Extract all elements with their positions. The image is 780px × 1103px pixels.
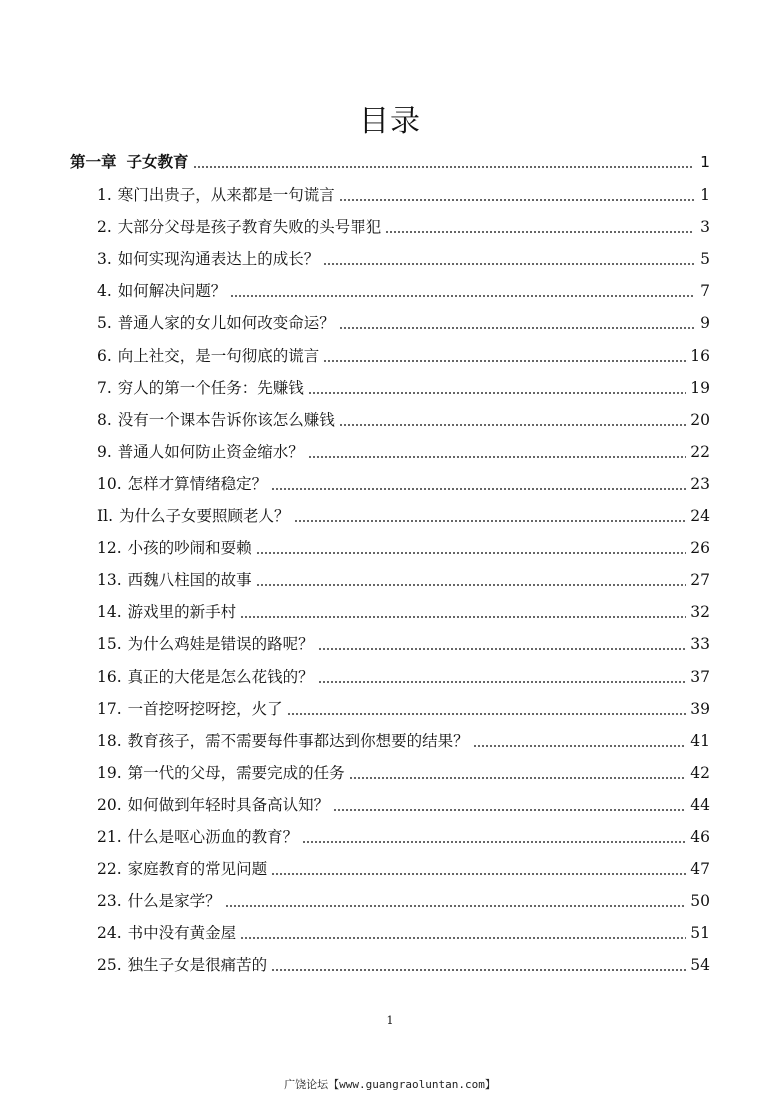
entry-page-number: 26 bbox=[690, 539, 710, 557]
entry-page-number: 41 bbox=[690, 732, 710, 750]
entry-number: 22. bbox=[97, 860, 122, 878]
entry-title: 游戏里的新手村 bbox=[127, 603, 237, 621]
page-number: 1 bbox=[386, 1014, 394, 1027]
entry-title: 没有一个课本告诉你该怎么赚钱 bbox=[117, 411, 335, 429]
entry-page-number: 46 bbox=[690, 828, 710, 846]
entry-number: 4. bbox=[97, 282, 112, 300]
dot-leader bbox=[230, 295, 694, 297]
toc-entry-row[interactable] bbox=[97, 945, 710, 975]
dot-leader bbox=[385, 231, 694, 233]
toc-title: 目录 bbox=[359, 104, 421, 139]
toc-chapter-row[interactable] bbox=[70, 142, 710, 172]
dot-leader bbox=[473, 745, 687, 747]
entry-page-number: 32 bbox=[690, 603, 710, 621]
dot-leader bbox=[193, 166, 694, 168]
toc-entry-row[interactable] bbox=[97, 207, 710, 237]
dot-leader bbox=[294, 520, 687, 522]
entry-title: 普通人如何防止资金缩水？ bbox=[117, 443, 304, 461]
entry-number: 7. bbox=[97, 379, 112, 397]
dot-leader bbox=[240, 616, 686, 618]
entry-page-number: 47 bbox=[690, 860, 710, 878]
entry-number: 24. bbox=[97, 924, 122, 942]
dot-leader bbox=[271, 488, 686, 490]
entry-number: 17. bbox=[97, 700, 122, 718]
entry-title: 第一代的父母，需要完成的任务 bbox=[127, 764, 345, 782]
toc-entry-row[interactable] bbox=[97, 464, 710, 494]
dot-leader bbox=[302, 841, 686, 843]
entry-title: 什么是家学？ bbox=[127, 892, 221, 910]
toc-entry-row[interactable] bbox=[97, 528, 710, 558]
entry-number: 8. bbox=[97, 411, 112, 429]
entry-number: 10. bbox=[97, 475, 122, 493]
dot-leader bbox=[349, 777, 687, 779]
entry-title: 书中没有黄金屋 bbox=[127, 924, 237, 942]
entry-number: 1. bbox=[97, 186, 112, 204]
dot-leader bbox=[333, 809, 686, 811]
dot-leader bbox=[256, 584, 687, 586]
dot-leader bbox=[308, 456, 686, 458]
entry-title: 为什么子女要照顾老人？ bbox=[119, 507, 290, 525]
entry-page-number: 5 bbox=[700, 250, 710, 268]
entry-number: 9. bbox=[97, 443, 112, 461]
entry-title: 独生子女是很痛苦的 bbox=[127, 956, 268, 974]
dot-leader bbox=[256, 552, 687, 554]
dot-leader bbox=[318, 648, 687, 650]
entry-number: 16. bbox=[97, 668, 122, 686]
dot-leader bbox=[323, 360, 686, 362]
entry-number: 19. bbox=[97, 764, 122, 782]
chapter-page-number: 1 bbox=[700, 153, 710, 171]
toc-entry-row[interactable] bbox=[97, 496, 710, 526]
entry-number: 20. bbox=[97, 796, 122, 814]
entry-number: 14. bbox=[97, 603, 122, 621]
entry-title: 一首挖呀挖呀挖，火了 bbox=[127, 700, 283, 718]
toc-entry-row[interactable] bbox=[97, 239, 710, 269]
dot-leader bbox=[225, 905, 687, 907]
toc-entry-row[interactable] bbox=[97, 913, 710, 943]
toc-entry-row[interactable] bbox=[97, 271, 710, 301]
entry-number: 25. bbox=[97, 956, 122, 974]
toc-entry-row[interactable] bbox=[97, 368, 710, 398]
entry-number: 5. bbox=[97, 314, 112, 332]
dot-leader bbox=[318, 681, 687, 683]
entry-number: 2. bbox=[97, 218, 112, 236]
entry-page-number: 1 bbox=[700, 186, 710, 204]
entry-number: 12. bbox=[97, 539, 122, 557]
toc-entry-row[interactable] bbox=[97, 753, 710, 783]
dot-leader bbox=[323, 263, 694, 265]
entry-page-number: 37 bbox=[690, 668, 710, 686]
entry-page-number: 16 bbox=[690, 347, 710, 365]
entry-number: Il. bbox=[97, 507, 114, 525]
dot-leader bbox=[271, 969, 686, 971]
entry-page-number: 3 bbox=[700, 218, 710, 236]
toc-entry-row[interactable] bbox=[97, 689, 710, 719]
toc-entry-row[interactable] bbox=[97, 303, 710, 333]
toc-entry-row[interactable] bbox=[97, 817, 710, 847]
entry-title: 为什么鸡娃是错误的路呢？ bbox=[127, 635, 314, 653]
toc-entry-row[interactable] bbox=[97, 560, 710, 590]
entry-page-number: 9 bbox=[700, 314, 710, 332]
entry-title: 寒门出贵子，从来都是一句谎言 bbox=[117, 186, 335, 204]
entry-page-number: 50 bbox=[690, 892, 710, 910]
toc-entry-row[interactable] bbox=[97, 592, 710, 622]
entry-number: 13. bbox=[97, 571, 122, 589]
entry-title: 大部分父母是孩子教育失败的头号罪犯 bbox=[117, 218, 382, 236]
entry-page-number: 23 bbox=[690, 475, 710, 493]
entry-page-number: 54 bbox=[690, 956, 710, 974]
entry-page-number: 42 bbox=[690, 764, 710, 782]
entry-page-number: 33 bbox=[690, 635, 710, 653]
toc-entry-row[interactable] bbox=[97, 432, 710, 462]
entry-page-number: 51 bbox=[690, 924, 710, 942]
entry-page-number: 20 bbox=[690, 411, 710, 429]
entry-title: 穷人的第一个任务：先赚钱 bbox=[117, 379, 304, 397]
entry-title: 如何解决问题？ bbox=[117, 282, 227, 300]
entry-number: 21. bbox=[97, 828, 122, 846]
dot-leader bbox=[287, 713, 687, 715]
dot-leader bbox=[339, 424, 686, 426]
entry-page-number: 44 bbox=[690, 796, 710, 814]
dot-leader bbox=[240, 937, 686, 939]
toc-entry-row[interactable] bbox=[97, 400, 710, 430]
entry-number: 3. bbox=[97, 250, 112, 268]
toc-entry-row[interactable] bbox=[97, 175, 710, 205]
entry-page-number: 27 bbox=[690, 571, 710, 589]
dot-leader bbox=[339, 199, 694, 201]
toc-entry-row[interactable] bbox=[97, 336, 710, 366]
entry-title: 普通人家的女儿如何改变命运？ bbox=[117, 314, 335, 332]
entry-title: 家庭教育的常见问题 bbox=[127, 860, 268, 878]
entry-number: 18. bbox=[97, 732, 122, 750]
toc-entry-row[interactable] bbox=[97, 721, 710, 751]
toc-entry-row[interactable] bbox=[97, 624, 710, 654]
entry-page-number: 39 bbox=[690, 700, 710, 718]
dot-leader bbox=[271, 873, 686, 875]
entry-title: 西魏八柱国的故事 bbox=[127, 571, 252, 589]
chapter-name: 子女教育 bbox=[126, 153, 189, 171]
entry-number: 15. bbox=[97, 635, 122, 653]
entry-number: 6. bbox=[97, 347, 112, 365]
entry-page-number: 22 bbox=[690, 443, 710, 461]
entry-title: 如何实现沟通表达上的成长？ bbox=[117, 250, 320, 268]
entry-title: 向上社交，是一句彻底的谎言 bbox=[117, 347, 320, 365]
entry-title: 教育孩子，需不需要每件事都达到你想要的结果？ bbox=[127, 732, 469, 750]
toc-entry-row[interactable] bbox=[97, 881, 710, 911]
entry-number: 23. bbox=[97, 892, 122, 910]
dot-leader bbox=[308, 392, 686, 394]
entry-title: 如何做到年轻时具备高认知？ bbox=[127, 796, 330, 814]
entry-page-number: 19 bbox=[690, 379, 710, 397]
toc-entry-row[interactable] bbox=[97, 785, 710, 815]
entry-title: 什么是呕心沥血的教育？ bbox=[127, 828, 299, 846]
entry-page-number: 24 bbox=[690, 507, 710, 525]
entry-title: 小孩的吵闹和耍赖 bbox=[127, 539, 252, 557]
watermark-text: 广饶论坛【www.guangraoluntan.com】 bbox=[284, 1078, 496, 1091]
entry-page-number: 7 bbox=[700, 282, 710, 300]
toc-entry-row[interactable] bbox=[97, 657, 710, 687]
entry-title: 怎样才算情绪稳定？ bbox=[127, 475, 268, 493]
chapter-label: 第一章 bbox=[70, 153, 117, 171]
dot-leader bbox=[339, 327, 694, 329]
entry-title: 真正的大佬是怎么花钱的？ bbox=[127, 668, 314, 686]
toc-entry-row[interactable] bbox=[97, 849, 710, 879]
